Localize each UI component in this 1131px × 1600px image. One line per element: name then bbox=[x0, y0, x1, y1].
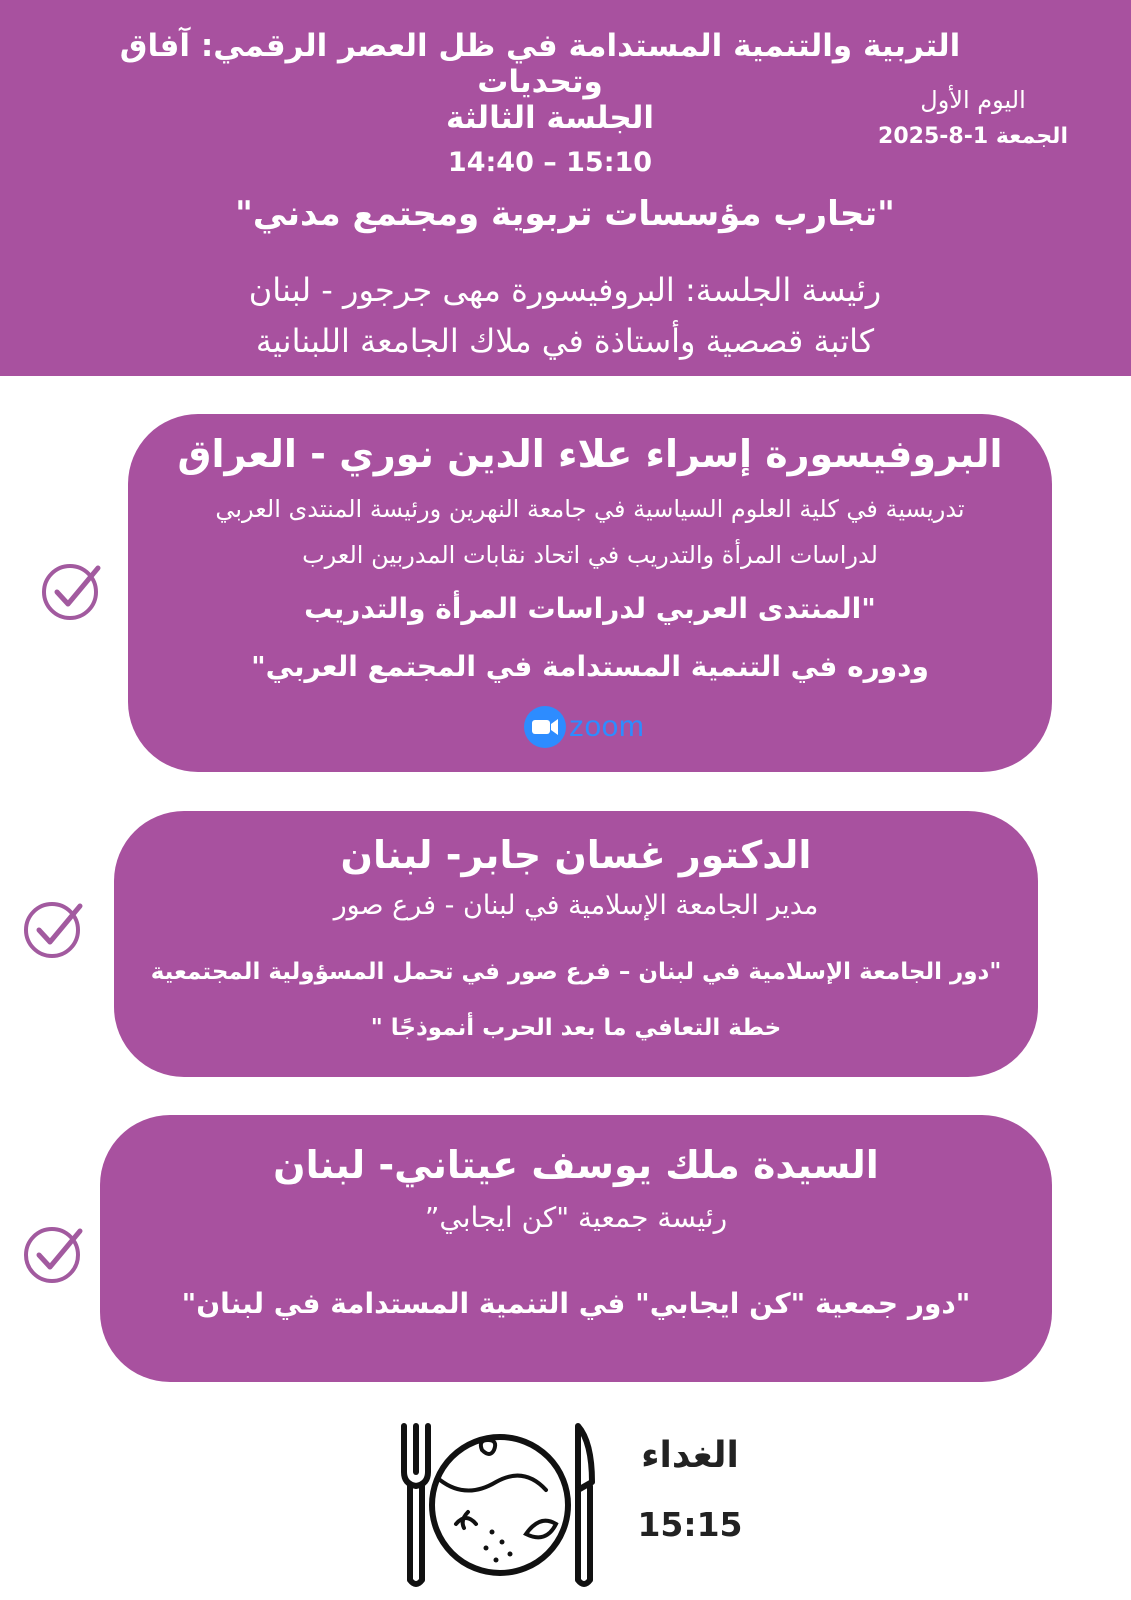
speaker-role bbox=[148, 486, 1032, 578]
check-icon bbox=[22, 898, 86, 962]
speaker-topic: "دور جمعية "كن ايجابي" في التنمية المستدامة في لبنان" bbox=[181, 1287, 971, 1320]
zoom-icon bbox=[523, 705, 567, 749]
speaker-topic-line: "دور الجامعة الإسلامية في لبنان – فرع صور في تحمل المسؤولية المجتمعية bbox=[150, 959, 1002, 985]
speaker-role: رئيسة جمعية "كن ايجابي” bbox=[424, 1201, 728, 1234]
conference-title: التربية والتنمية المستدامة في ظل العصر الرقمي: آفاق وتحديات bbox=[119, 28, 961, 100]
speaker-topic-line: خطة التعافي ما بعد الحرب أنموذجًا " bbox=[370, 1015, 782, 1041]
speaker-role: مدير الجامعة الإسلامية في لبنان - فرع صور bbox=[333, 890, 819, 921]
day-label: اليوم الأول bbox=[920, 86, 1026, 114]
lunch-time: 15:15 bbox=[637, 1505, 743, 1544]
session-chair: رئيسة الجلسة: البروفيسورة مهى جرجور - لبنان bbox=[248, 271, 882, 309]
day-info bbox=[873, 86, 1073, 149]
zoom-label: zoom bbox=[569, 710, 645, 743]
session-chair-title: كاتبة قصصية وأستاذة في ملاك الجامعة اللبنانية bbox=[255, 322, 875, 360]
speaker-topic-line: "المنتدى العربي لدراسات المرأة والتدريب bbox=[304, 592, 876, 625]
session-header bbox=[0, 0, 1131, 376]
speaker-name: السيدة ملك يوسف عيتاني- لبنان bbox=[273, 1143, 879, 1187]
speaker-card-3 bbox=[100, 1115, 1052, 1382]
check-icon bbox=[22, 1223, 86, 1287]
session-theme: "تجارب مؤسسات تربوية ومجتمع مدني" bbox=[235, 194, 895, 234]
session-name: الجلسة الثالثة bbox=[445, 100, 655, 136]
speaker-topic bbox=[138, 580, 1042, 696]
speaker-card-2 bbox=[114, 811, 1038, 1077]
plate-fork-knife-icon bbox=[396, 1420, 606, 1590]
check-icon bbox=[40, 560, 104, 624]
speaker-role-line: لدراسات المرأة والتدريب في اتحاد نقابات المدربين العرب bbox=[302, 541, 878, 569]
speaker-topic-line: ودوره في التنمية المستدامة في المجتمع العربي" bbox=[251, 650, 929, 683]
speaker-topic bbox=[124, 944, 1028, 1056]
speaker-role-line: تدريسية في كلية العلوم السياسية في جامعة النهرين ورئيسة المنتدى العربي bbox=[215, 495, 965, 523]
speaker-card-1 bbox=[128, 414, 1052, 772]
speaker-name: البروفيسورة إسراء علاء الدين نوري - العراق bbox=[177, 432, 1003, 476]
day-date: الجمعة 1-8-2025 bbox=[878, 124, 1068, 149]
session-time: 14:40 – 15:10 bbox=[447, 147, 653, 178]
lunch-title: الغداء bbox=[641, 1435, 739, 1476]
speaker-name: الدكتور غسان جابر- لبنان bbox=[340, 833, 812, 877]
zoom-badge bbox=[523, 704, 653, 750]
